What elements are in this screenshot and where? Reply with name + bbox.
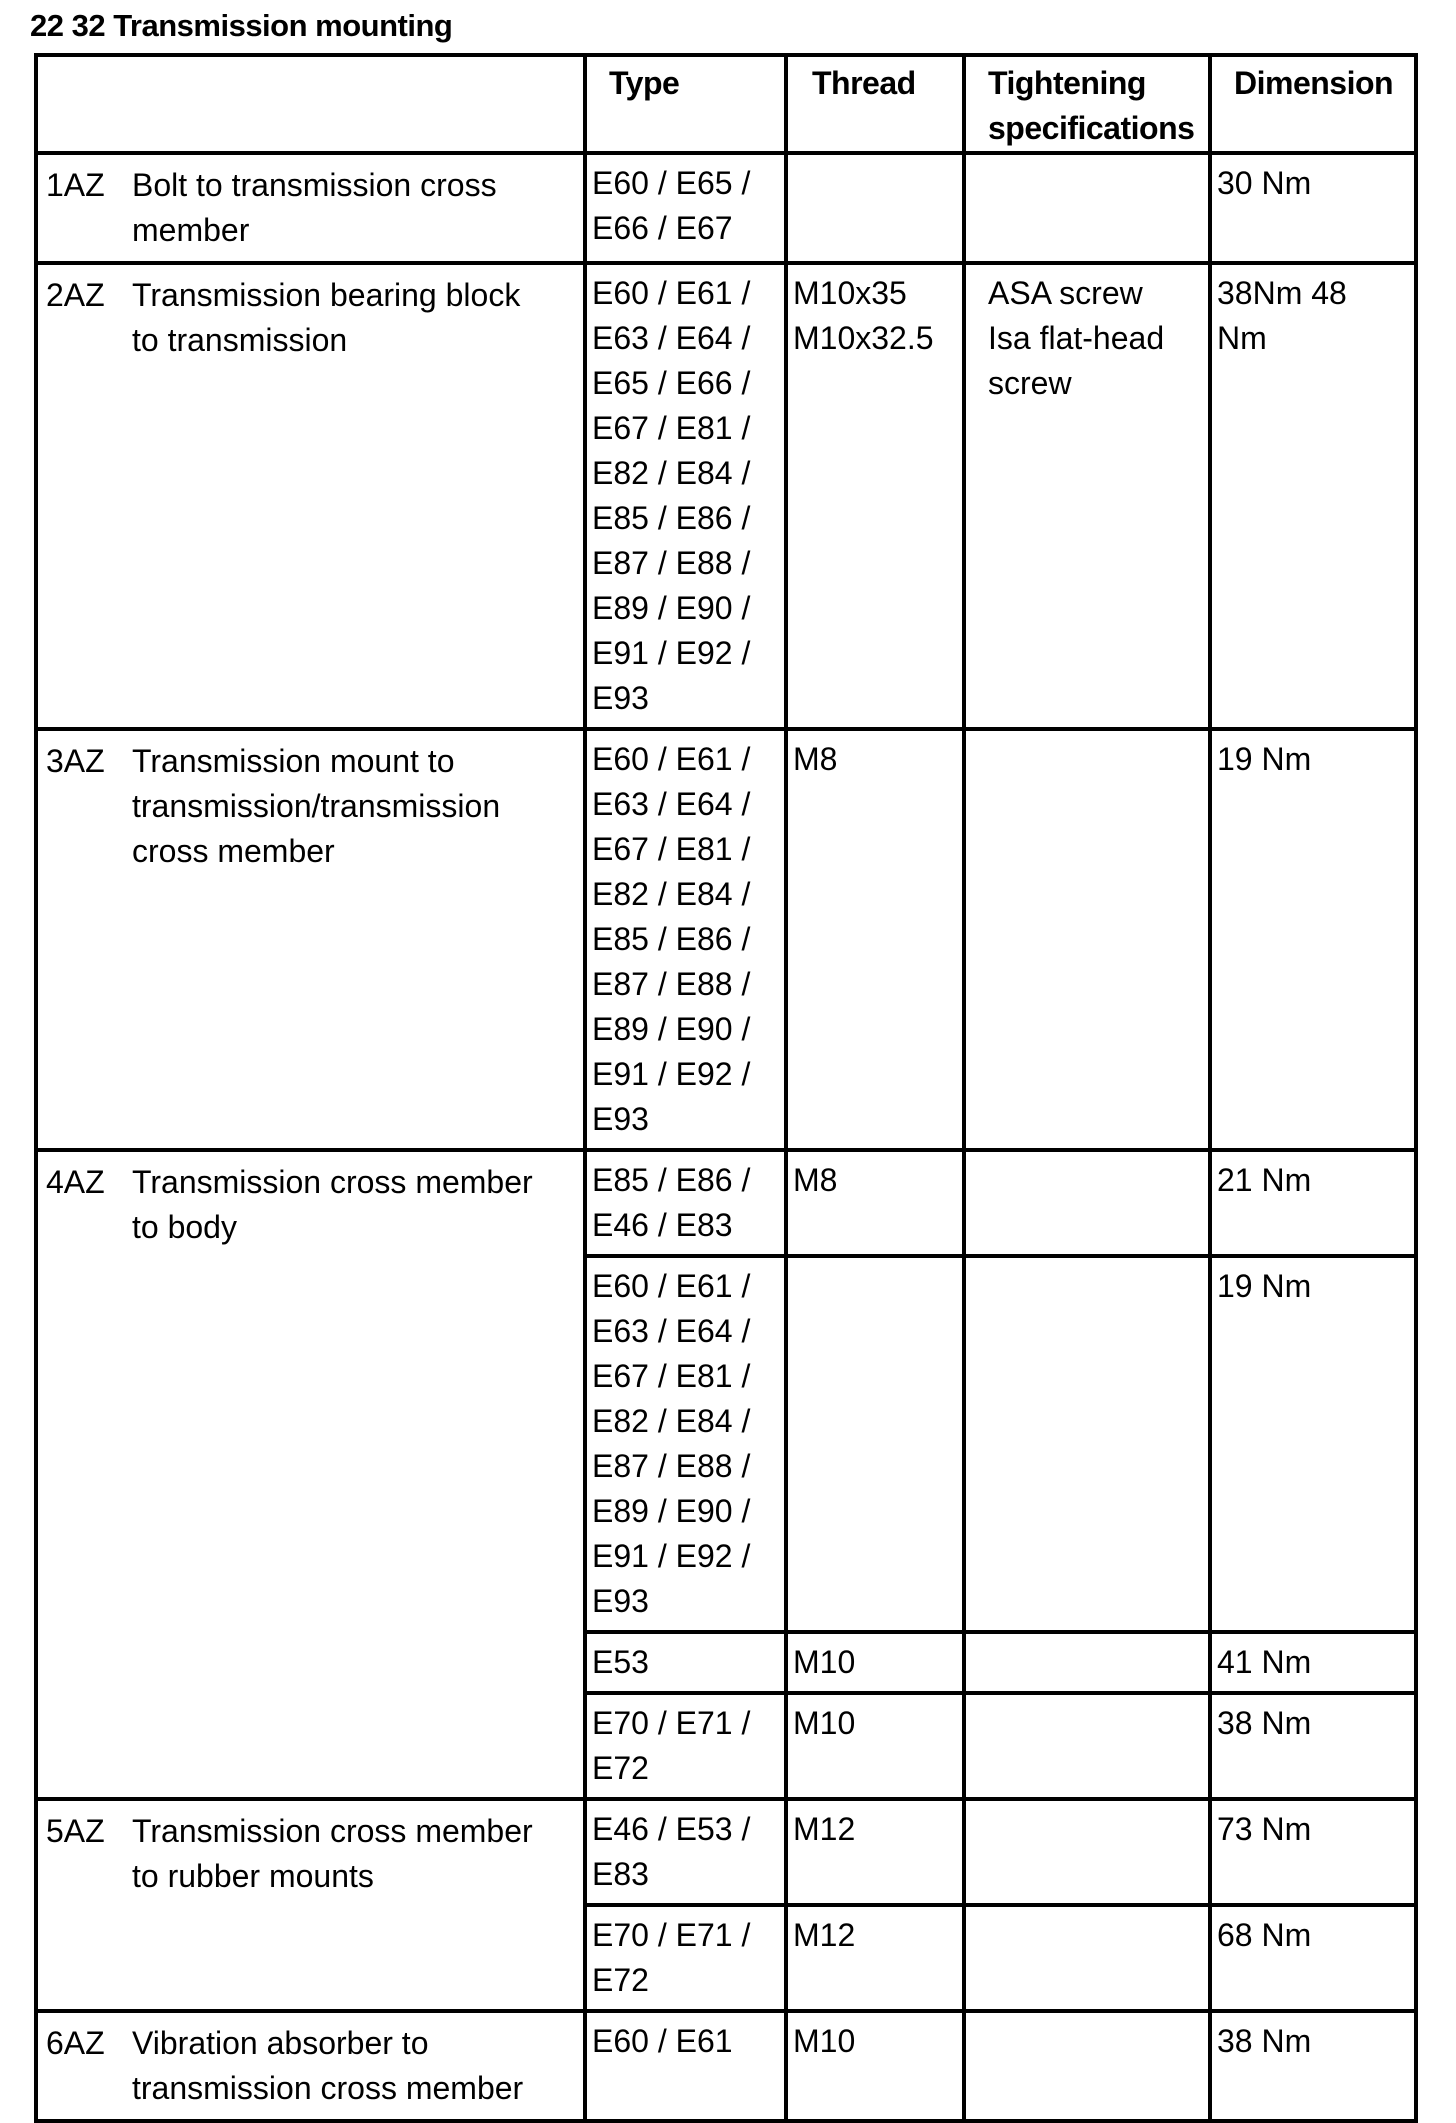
header-thread: Thread <box>786 55 964 153</box>
thread-cell <box>786 1256 964 1632</box>
type-cell: E46 / E53 / E83 <box>585 1799 786 1905</box>
item-cell <box>36 729 585 1150</box>
item-description: Bolt to transmission cross member <box>132 167 497 248</box>
dimension-cell: 38 Nm <box>1210 2011 1416 2121</box>
header-type: Type <box>585 55 786 153</box>
thread-cell: M10 <box>786 2011 964 2121</box>
tightening-cell <box>964 1150 1210 1256</box>
table-row <box>36 263 1416 729</box>
type-cell: E53 <box>585 1632 786 1693</box>
thread-cell: M12 <box>786 1905 964 2011</box>
type-cell: E60 / E61 / E63 / E64 / E65 / E66 / E67 / E81 / E82 / E84 / E85 / E86 / E87 / E88 / E89 / E90 / E91 / E92 / E93 <box>585 263 786 729</box>
thread-cell: M10 <box>786 1632 964 1693</box>
tightening-cell: ASA screw Isa flat-head screw <box>964 263 1210 729</box>
item-description: Transmission mount to transmission/transmission cross member <box>132 743 501 869</box>
type-cell: E85 / E86 / E46 / E83 <box>585 1150 786 1256</box>
type-cell: E70 / E71 / E72 <box>585 1693 786 1799</box>
item-description: Transmission bearing block to transmission <box>132 277 521 358</box>
type-cell: E60 / E61 <box>585 2011 786 2121</box>
item-cell <box>36 1799 585 2011</box>
tightening-cell <box>964 1905 1210 2011</box>
table-row <box>36 2011 1416 2121</box>
dimension-cell: 41 Nm <box>1210 1632 1416 1693</box>
header-tightening-specifications: Tightening specifications <box>964 55 1210 153</box>
item-description: Vibration absorber to transmission cross member <box>132 2025 524 2106</box>
tightening-cell <box>964 1632 1210 1693</box>
dimension-cell: 38 Nm <box>1210 1693 1416 1799</box>
dimension-cell: 30 Nm <box>1210 153 1416 263</box>
dimension-cell: 19 Nm <box>1210 729 1416 1150</box>
dimension-cell: 19 Nm <box>1210 1256 1416 1632</box>
item-code: 3AZ <box>46 743 105 779</box>
item-code: 4AZ <box>46 1164 105 1200</box>
item-cell <box>36 2011 585 2121</box>
dimension-cell: 21 Nm <box>1210 1150 1416 1256</box>
tightening-cell <box>964 1693 1210 1799</box>
thread-cell: M8 <box>786 1150 964 1256</box>
dimension-cell: 38Nm 48 Nm <box>1210 263 1416 729</box>
item-description: Transmission cross member to body <box>132 1164 533 1245</box>
dimension-cell: 73 Nm <box>1210 1799 1416 1905</box>
item-code: 1AZ <box>46 167 105 203</box>
item-description: Transmission cross member to rubber mounts <box>132 1813 533 1894</box>
tightening-cell <box>964 1799 1210 1905</box>
torque-spec-table <box>34 53 1418 2123</box>
item-code: 2AZ <box>46 277 105 313</box>
thread-cell <box>786 153 964 263</box>
item-cell <box>36 1150 585 1799</box>
item-code: 5AZ <box>46 1813 105 1849</box>
type-cell: E60 / E61 / E63 / E64 / E67 / E81 / E82 / E84 / E85 / E86 / E87 / E88 / E89 / E90 / E91 / E92 / E93 <box>585 729 786 1150</box>
page-title: 22 32 Transmission mounting <box>30 8 453 43</box>
thread-cell: M12 <box>786 1799 964 1905</box>
table-row <box>36 729 1416 1150</box>
thread-cell: M8 <box>786 729 964 1150</box>
table-row <box>36 1150 1416 1256</box>
thread-cell: M10x35 M10x32.5 <box>786 263 964 729</box>
thread-cell: M10 <box>786 1693 964 1799</box>
type-cell: E60 / E65 / E66 / E67 <box>585 153 786 263</box>
table-row <box>36 1799 1416 1905</box>
table-row <box>36 153 1416 263</box>
item-cell <box>36 263 585 729</box>
type-cell: E70 / E71 / E72 <box>585 1905 786 2011</box>
type-cell: E60 / E61 / E63 / E64 / E67 / E81 / E82 / E84 / E87 / E88 / E89 / E90 / E91 / E92 / E93 <box>585 1256 786 1632</box>
table-header-row <box>36 55 1416 153</box>
item-code: 6AZ <box>46 2025 105 2061</box>
tightening-cell <box>964 2011 1210 2121</box>
tightening-cell <box>964 153 1210 263</box>
dimension-cell: 68 Nm <box>1210 1905 1416 2011</box>
header-item <box>36 55 585 153</box>
header-dimension: Dimension <box>1210 55 1416 153</box>
tightening-cell <box>964 1256 1210 1632</box>
tightening-cell <box>964 729 1210 1150</box>
item-cell <box>36 153 585 263</box>
